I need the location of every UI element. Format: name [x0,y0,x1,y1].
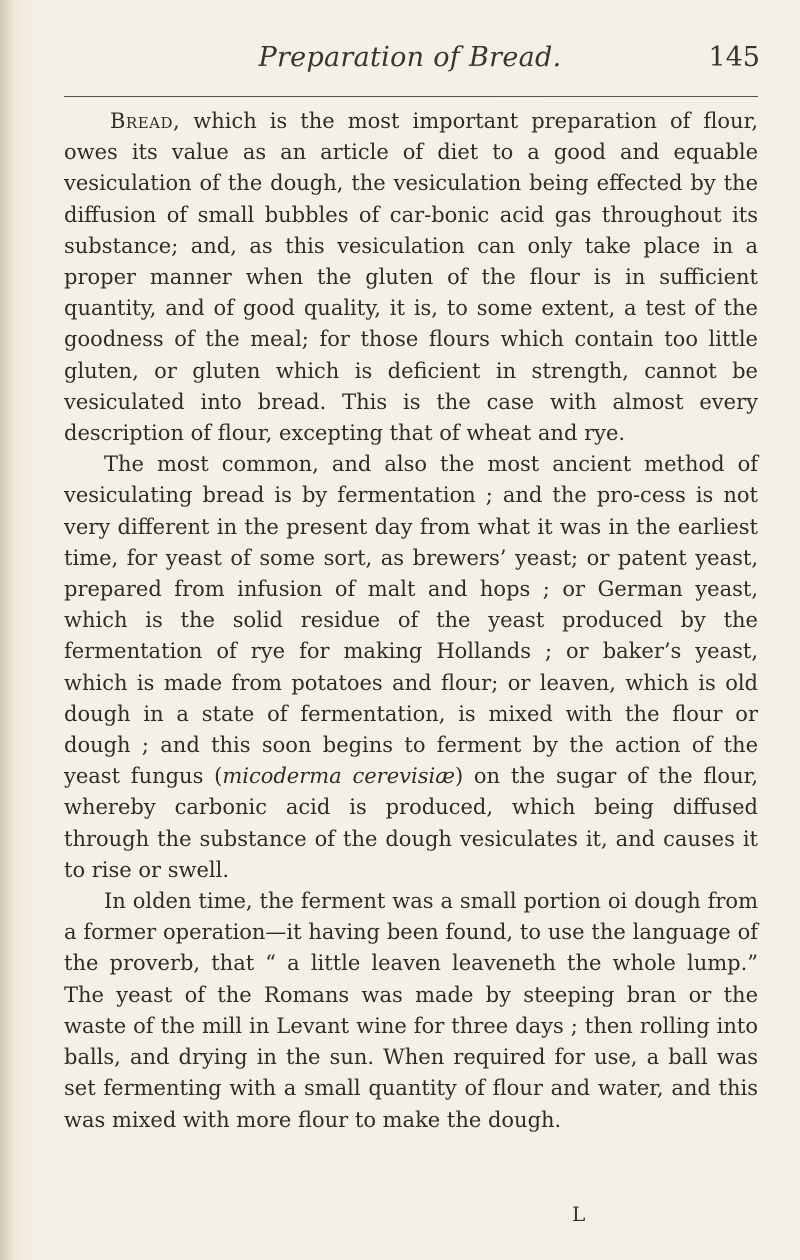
paragraph-2-text-before: The most common, and also the most ancient method of vesiculating bread is by fermentation ; and the pro-cess is not very different in the present day from what it was in the earliest time, for yeast of some sort, as brewers’ yeast; or patent yeast, prepared from infusion of malt and hops ; or German yeast, which is the solid residue of the yeast produced by the fermentation of rye for making Hollands ; or baker’s yeast, which is made from potatoes and flour; or leaven, which is old dough in a state of fermentation, is mixed with the flour or dough ; and this soon begins to ferment by the action of the yeast fungus ( [64,452,758,789]
binding-edge [0,0,14,1260]
signature-mark: L [572,1202,586,1226]
running-title: Preparation of Bread. [258,42,562,73]
header-rule [64,96,758,97]
paragraph-2 [64,449,758,886]
paragraph-2-latin-term: micoderma cerevisiæ [222,764,455,789]
body-text [64,106,758,1136]
paragraph-3-text: In olden time, the ferment was a small portion oi dough from a former operation—it having been found, to use the language of the proverb, that “ a little leaven leaveneth the whole lump.” The yeast of the Romans was made by steeping bran or the waste of the mill in Levant wine for three days ; then rolling into balls, and drying in the sun. When required for use, a ball was set fermenting with a small quantity of flour and water, and this was mixed with more flour to make the dough. [64,889,758,1132]
paragraph-1-lead: Bread, [110,109,181,133]
paragraph-1 [64,106,758,449]
paragraph-3 [64,886,758,1136]
paragraph-1-text: which is the most important preparation of flour, owes its value as an article of diet to a good and equable vesiculation of the dough, the vesiculation being effected by the diffusion of small bubbles of car-bonic acid gas throughout its substance; and, as this vesiculation can only take place in a proper manner when the gluten of the flour is in sufficient quantity, and of good quality, it is, to some extent, a test of the goodness of the meal; for those flours which contain too little gluten, or gluten which is deficient in strength, cannot be vesiculated into bread. This is the case with almost every description of flour, excepting that of wheat and rye. [64,109,758,446]
page-number: 145 [708,42,760,73]
page-header [60,42,760,86]
paragraph-2-text-after: ) on the sugar of the flour, whereby carbonic acid is produced, which being diffused through the substance of the dough vesiculates it, and causes it to rise or swell. [64,764,759,882]
